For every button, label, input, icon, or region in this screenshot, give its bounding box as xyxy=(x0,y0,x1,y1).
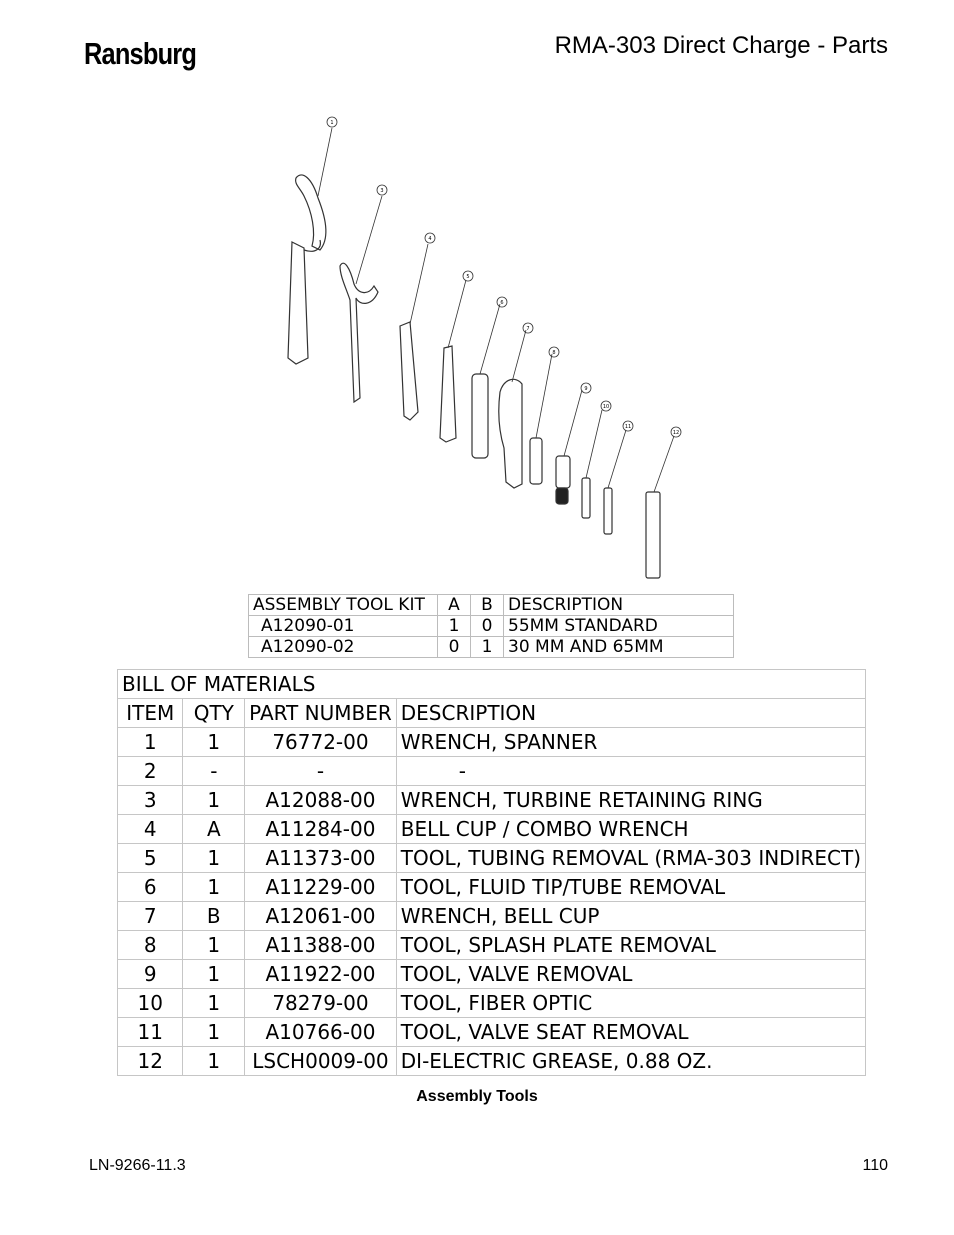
bom-cell-part-number: A11229-00 xyxy=(245,873,397,902)
bom-header-row xyxy=(118,699,866,728)
bom-cell-item: 4 xyxy=(118,815,183,844)
bom-cell-part-number: 76772-00 xyxy=(245,728,397,757)
tool-9-valve-removal xyxy=(556,390,582,504)
bom-cell-part-number: A11922-00 xyxy=(245,960,397,989)
kit-row xyxy=(249,637,734,658)
kit-header-a: A xyxy=(438,595,471,616)
callout-9: 9 xyxy=(584,386,588,392)
bom-header-description: DESCRIPTION xyxy=(396,699,865,728)
callout-3: 3 xyxy=(380,188,384,194)
bom-cell-part-number: A10766-00 xyxy=(245,1018,397,1047)
assembly-tool-kit-table xyxy=(248,594,734,658)
tool-3-turbine-wrench xyxy=(340,196,382,402)
bom-cell-description: TOOL, TUBING REMOVAL (RMA-303 INDIRECT) xyxy=(396,844,865,873)
callout-10: 10 xyxy=(602,404,610,410)
bom-cell-description: TOOL, FIBER OPTIC xyxy=(396,989,865,1018)
bom-cell-qty: 1 xyxy=(183,844,245,873)
kit-header-description: DESCRIPTION xyxy=(504,595,734,616)
bom-cell-description: BELL CUP / COMBO WRENCH xyxy=(396,815,865,844)
document-title: RMA-303 Direct Charge - Parts xyxy=(554,32,888,59)
bom-cell-description: DI-ELECTRIC GREASE, 0.88 OZ. xyxy=(396,1047,865,1076)
bom-row xyxy=(118,931,866,960)
bom-row xyxy=(118,873,866,902)
kit-cell-a: 0 xyxy=(438,637,471,658)
tool-7-bell-cup-wrench xyxy=(499,330,526,488)
kit-header-row xyxy=(249,595,734,616)
bom-cell-description: WRENCH, BELL CUP xyxy=(396,902,865,931)
page-number: 110 xyxy=(862,1157,888,1174)
bom-cell-part-number: A11388-00 xyxy=(245,931,397,960)
bom-row xyxy=(118,1018,866,1047)
bom-cell-item: 1 xyxy=(118,728,183,757)
kit-cell-description: 55MM STANDARD xyxy=(504,616,734,637)
tool-6-fluid-tip-removal xyxy=(472,304,500,458)
bom-row xyxy=(118,728,866,757)
tool-1-spanner xyxy=(288,128,332,364)
callout-7: 7 xyxy=(526,326,530,332)
bom-title-row xyxy=(118,670,866,699)
bom-cell-part-number: A12061-00 xyxy=(245,902,397,931)
bom-row xyxy=(118,902,866,931)
bom-header-item: ITEM xyxy=(118,699,183,728)
bom-cell-item: 5 xyxy=(118,844,183,873)
bom-row xyxy=(118,757,866,786)
bom-cell-description: TOOL, FLUID TIP/TUBE REMOVAL xyxy=(396,873,865,902)
kit-cell-kit: A12090-01 xyxy=(249,616,438,637)
figure-caption: Assembly Tools xyxy=(416,1088,538,1105)
bom-cell-item: 3 xyxy=(118,786,183,815)
kit-header-kit: ASSEMBLY TOOL KIT xyxy=(249,595,438,616)
bom-row xyxy=(118,1047,866,1076)
tool-10-fiber-optic xyxy=(582,410,602,518)
bom-cell-qty: 1 xyxy=(183,960,245,989)
bom-row xyxy=(118,815,866,844)
bom-cell-item: 6 xyxy=(118,873,183,902)
ransburg-logo: Ransburg xyxy=(84,36,197,71)
bom-row xyxy=(118,844,866,873)
bom-cell-description: TOOL, VALVE REMOVAL xyxy=(396,960,865,989)
kit-cell-description: 30 MM AND 65MM xyxy=(504,637,734,658)
callout-6: 6 xyxy=(500,300,504,306)
bom-cell-qty: 1 xyxy=(183,873,245,902)
bom-cell-item: 12 xyxy=(118,1047,183,1076)
bill-of-materials-table xyxy=(117,669,866,1076)
bom-header-qty: QTY xyxy=(183,699,245,728)
kit-row xyxy=(249,616,734,637)
callout-4: 4 xyxy=(428,236,432,242)
tool-8-splash-plate-removal xyxy=(530,354,552,484)
bom-cell-item: 9 xyxy=(118,960,183,989)
bom-cell-qty: 1 xyxy=(183,728,245,757)
document-number: LN-9266-11.3 xyxy=(89,1157,186,1174)
bom-row xyxy=(118,786,866,815)
bom-cell-part-number: A12088-00 xyxy=(245,786,397,815)
bom-cell-description: TOOL, VALVE SEAT REMOVAL xyxy=(396,1018,865,1047)
bom-cell-description: WRENCH, TURBINE RETAINING RING xyxy=(396,786,865,815)
assembly-tools-drawing xyxy=(260,108,700,588)
bom-cell-part-number: 78279-00 xyxy=(245,989,397,1018)
bom-cell-item: 10 xyxy=(118,989,183,1018)
bom-header-part-number: PART NUMBER xyxy=(245,699,397,728)
bom-cell-part-number: - xyxy=(245,757,397,786)
bom-title: BILL OF MATERIALS xyxy=(118,670,866,699)
bom-cell-part-number: LSCH0009-00 xyxy=(245,1047,397,1076)
kit-cell-a: 1 xyxy=(438,616,471,637)
bom-row xyxy=(118,989,866,1018)
callout-12: 12 xyxy=(672,430,680,436)
bom-cell-description: TOOL, SPLASH PLATE REMOVAL xyxy=(396,931,865,960)
exploded-tools-svg xyxy=(260,108,700,588)
bom-cell-part-number: A11373-00 xyxy=(245,844,397,873)
bom-cell-item: 8 xyxy=(118,931,183,960)
bom-cell-item: 7 xyxy=(118,902,183,931)
kit-cell-b: 0 xyxy=(471,616,504,637)
bom-cell-qty: - xyxy=(183,757,245,786)
kit-header-b: B xyxy=(471,595,504,616)
bom-cell-qty: B xyxy=(183,902,245,931)
kit-cell-b: 1 xyxy=(471,637,504,658)
bom-cell-description: WRENCH, SPANNER xyxy=(396,728,865,757)
bom-cell-qty: 1 xyxy=(183,786,245,815)
bom-cell-part-number: A11284-00 xyxy=(245,815,397,844)
bom-cell-qty: A xyxy=(183,815,245,844)
bom-cell-qty: 1 xyxy=(183,989,245,1018)
tool-11-valve-seat-removal xyxy=(604,430,626,534)
tool-5-tubing-removal xyxy=(440,280,466,442)
bom-cell-item: 11 xyxy=(118,1018,183,1047)
bom-cell-item: 2 xyxy=(118,757,183,786)
callout-8: 8 xyxy=(552,350,556,356)
bom-cell-qty: 1 xyxy=(183,1047,245,1076)
callout-1: 1 xyxy=(330,120,334,126)
callout-5: 5 xyxy=(466,274,470,280)
bom-cell-qty: 1 xyxy=(183,931,245,960)
tool-12-grease-tube xyxy=(646,436,674,578)
tool-4-combo-wrench xyxy=(400,244,428,420)
bom-cell-description: - xyxy=(396,757,865,786)
kit-cell-kit: A12090-02 xyxy=(249,637,438,658)
callout-11: 11 xyxy=(624,424,632,430)
bom-row xyxy=(118,960,866,989)
bom-cell-qty: 1 xyxy=(183,1018,245,1047)
